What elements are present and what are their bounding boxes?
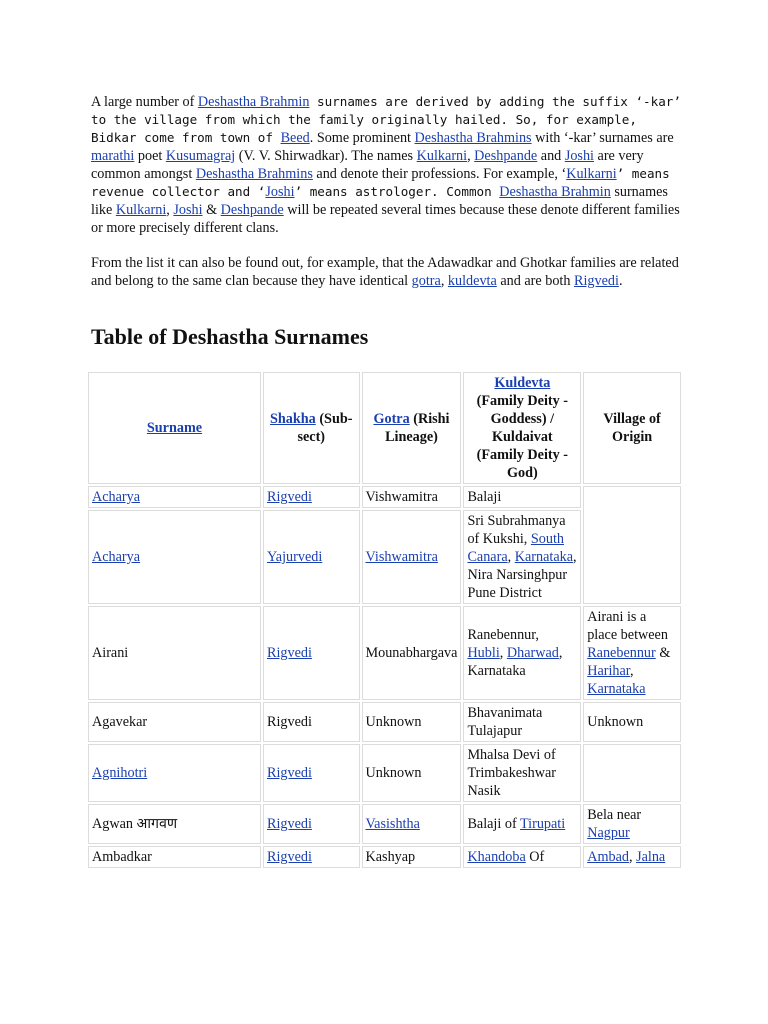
header-shakha (263, 372, 360, 484)
link-nagpur[interactable]: Nagpur (587, 825, 630, 841)
kuldevta-text-1: Of (525, 849, 545, 865)
link-kulkarni[interactable]: Kulkarni (416, 148, 468, 164)
link-joshi[interactable]: Joshi (564, 148, 594, 164)
link-ranebennur[interactable]: Ranebennur (587, 645, 656, 661)
table-row (88, 702, 681, 742)
kuldevta-text-1: Balaji of (467, 816, 520, 832)
table-row (88, 744, 681, 802)
surname-link[interactable]: Acharya (92, 549, 141, 565)
p1-text-11: ’ means revenue collector and ‘ (91, 166, 670, 199)
village-text-1: Airani is a place between (587, 609, 668, 643)
cell-shakha (263, 510, 360, 604)
cell-kuldevta: Mhalsa Devi of Trimbakeshwar Nasik (463, 744, 581, 802)
intro-paragraph-2 (91, 254, 681, 290)
cell-kuldevta: Balaji (463, 486, 581, 508)
cell-kuldevta (463, 510, 581, 604)
header-village: Village of Origin (583, 372, 681, 484)
header-kuldevta-link[interactable]: Kuldevta (494, 375, 551, 391)
header-gotra-link[interactable]: Gotra (373, 411, 410, 427)
gotra-link[interactable]: Vasishtha (365, 816, 420, 832)
cell-village (583, 606, 681, 700)
link-beed[interactable]: Beed (280, 130, 310, 146)
p1-text-13: surnames like (91, 184, 668, 218)
p1-text-6: (V. V. Shirwadkar). The names (235, 148, 417, 164)
link-khandoba[interactable]: Khandoba (467, 849, 526, 865)
cell-village (583, 846, 681, 868)
surname-link[interactable]: Acharya (92, 489, 141, 505)
p1-text-3: . Some prominent (309, 130, 415, 146)
p1-text-5: poet (134, 148, 166, 164)
link-kulkarni-3[interactable]: Kulkarni (115, 202, 167, 218)
p1-text-7: , (467, 148, 475, 164)
cell-shakha (263, 846, 360, 868)
cell-kuldevta (463, 846, 581, 868)
cell-kuldevta: Bhavanimata Tulajapur (463, 702, 581, 742)
link-kulkarni-2[interactable]: Kulkarni (566, 166, 617, 182)
p2-text-4: . (618, 273, 623, 289)
cell-gotra: Vishwamitra (362, 486, 462, 508)
cell-shakha (263, 486, 360, 508)
cell-village-empty (583, 486, 681, 604)
shakha-link[interactable]: Rigvedi (266, 849, 312, 865)
p2-text-2: , (440, 273, 448, 289)
surname-link[interactable]: Agnihotri (92, 765, 148, 781)
cell-surname (88, 486, 261, 508)
kuldevta-text-1: Ranebennur, (467, 627, 539, 643)
shakha-link[interactable]: Yajurvedi (266, 549, 323, 565)
cell-gotra: Kashyap (362, 846, 462, 868)
header-gotra (362, 372, 462, 484)
surnames-table (86, 370, 683, 870)
link-ambad[interactable]: Ambad (587, 849, 629, 865)
cell-kuldevta (463, 606, 581, 700)
link-deshastha-brahmin[interactable]: Deshastha Brahmin (197, 94, 310, 110)
header-shakha-text: (Sub-sect) (297, 411, 353, 445)
link-south-canara[interactable]: South Canara (467, 531, 565, 565)
p1-text-8: and (537, 148, 565, 164)
kuldevta-text-1: Sri Subrahmanya of Kukshi, (467, 513, 566, 547)
link-rigvedi[interactable]: Rigvedi (574, 273, 619, 289)
shakha-link[interactable]: Rigvedi (266, 489, 312, 505)
p1-text-4: with ‘-kar’ surnames are (531, 130, 674, 146)
p1-text-14: , (166, 202, 174, 218)
header-surname (88, 372, 261, 484)
link-deshastha-brahmins-2[interactable]: Deshastha Brahmins (195, 166, 313, 182)
table-row (88, 486, 681, 508)
link-joshi-2[interactable]: Joshi (265, 184, 295, 200)
link-marathi[interactable]: marathi (91, 148, 135, 164)
link-jalna[interactable]: Jalna (636, 849, 666, 865)
kuldevta-text-2: , (499, 645, 507, 661)
link-joshi-3[interactable]: Joshi (173, 202, 203, 218)
section-heading: Table of Deshastha Surnames (91, 324, 369, 349)
cell-shakha (263, 606, 360, 700)
cell-surname: Airani (88, 606, 261, 700)
header-shakha-link[interactable]: Shakha (270, 411, 316, 427)
shakha-link[interactable]: Rigvedi (266, 645, 312, 661)
table-row (88, 606, 681, 700)
intro-paragraph-1 (91, 93, 681, 237)
cell-gotra (362, 804, 462, 844)
p1-text-16: will be repeated several times because these denote different families or more precisely different clans. (91, 202, 680, 236)
link-hubli[interactable]: Hubli (467, 645, 500, 661)
village-text-1: , (628, 849, 637, 865)
kuldevta-text-2: , (507, 549, 515, 565)
link-gotra[interactable]: gotra (411, 273, 441, 289)
p2-text-1: From the list it can also be found out, for example, that the Adawadkar and Ghotkar families are related and belong to the same clan because they have identical (91, 255, 679, 289)
village-text-2: & (655, 645, 671, 661)
shakha-link[interactable]: Rigvedi (266, 765, 312, 781)
cell-surname: Agwan आगवण (88, 804, 261, 844)
cell-shakha: Rigvedi (263, 702, 360, 742)
cell-surname: Agavekar (88, 702, 261, 742)
p1-text-12: ’ means astrologer. Common (294, 184, 500, 199)
header-kuldevta (463, 372, 581, 484)
cell-kuldevta (463, 804, 581, 844)
cell-village: Unknown (583, 702, 681, 742)
p1-text-1: A large number of (91, 94, 198, 110)
cell-gotra: Unknown (362, 702, 462, 742)
cell-surname (88, 744, 261, 802)
cell-shakha (263, 744, 360, 802)
p1-text-2: surnames are derived by adding the suffix ‘-kar’ to the village from which the family originally hailed. So, for example, Bidkar come from town of (91, 94, 681, 145)
table-row (88, 846, 681, 868)
village-text-1: Bela near (587, 807, 642, 823)
p1-text-9: are very common amongst (91, 148, 644, 182)
cell-shakha (263, 804, 360, 844)
p1-text-10: and denote their professions. For example, ‘ (312, 166, 567, 182)
link-karnataka[interactable]: Karnataka (514, 549, 574, 565)
table-row (88, 804, 681, 844)
village-text-3: , (629, 663, 634, 679)
link-deshastha-brahmin-2[interactable]: Deshastha Brahmin (499, 184, 611, 200)
link-kusumagraj[interactable]: Kusumagraj (165, 148, 236, 164)
p2-text-3: and are both (496, 273, 574, 289)
link-harihar[interactable]: Harihar (587, 663, 630, 679)
link-deshastha-brahmins[interactable]: Deshastha Brahmins (414, 130, 532, 146)
kuldevta-text-3: , Karnataka (467, 645, 563, 679)
p1-text-15: & (202, 202, 221, 218)
link-deshpande[interactable]: Deshpande (474, 148, 538, 164)
link-dharwad[interactable]: Dharwad (506, 645, 559, 661)
table-header-row (88, 372, 681, 484)
header-surname-link[interactable]: Surname (146, 420, 203, 436)
kuldevta-text-3: , Nira Narsinghpur Pune District (467, 549, 577, 601)
cell-village (583, 804, 681, 844)
gotra-link[interactable]: Vishwamitra (365, 549, 438, 565)
header-kuldevta-text: (Family Deity - Goddess) / Kuldaivat (Family Deity - God) (476, 393, 569, 481)
link-deshpande-2[interactable]: Deshpande (220, 202, 284, 218)
cell-gotra: Mounabhargava (362, 606, 462, 700)
cell-gotra (362, 510, 462, 604)
cell-gotra: Unknown (362, 744, 462, 802)
cell-village-empty (583, 744, 681, 802)
shakha-link[interactable]: Rigvedi (266, 816, 312, 832)
link-kuldevta[interactable]: kuldevta (447, 273, 497, 289)
link-karnataka[interactable]: Karnataka (587, 681, 646, 697)
cell-surname (88, 510, 261, 604)
header-gotra-text: (Rishi Lineage) (385, 411, 450, 445)
link-tirupati[interactable]: Tirupati (519, 816, 566, 832)
cell-surname: Ambadkar (88, 846, 261, 868)
